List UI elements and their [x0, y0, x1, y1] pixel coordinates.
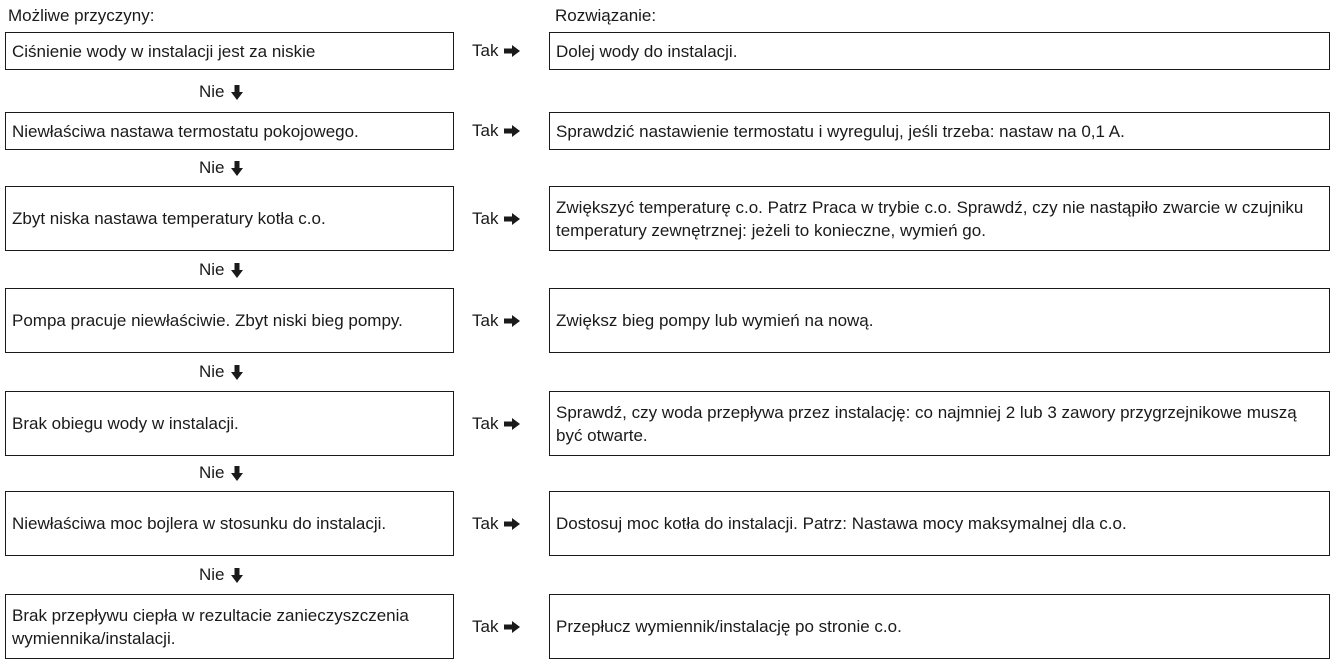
arrow-down-icon: [231, 466, 243, 481]
solution-box: Zwiększyć temperaturę c.o. Patrz Praca w trybie c.o. Sprawdź, czy nie nastąpiło zwarcie w czujniku temperatury zewnętrznej: jeżeli to konieczne, wymień go.: [549, 186, 1330, 251]
solution-box: Sprawdzić nastawienie termostatu i wyreguluj, jeśli trzeba: nastaw na 0,1 A.: [549, 112, 1330, 150]
yes-label: Tak: [472, 414, 499, 433]
no-label: Nie: [199, 463, 225, 482]
arrow-down-icon: [231, 568, 243, 583]
yes-label: Tak: [472, 617, 499, 636]
yes-connector: [472, 41, 520, 61]
arrow-right-icon: [504, 213, 520, 225]
no-connector: [199, 362, 243, 382]
yes-label: Tak: [472, 514, 499, 533]
no-connector: [199, 565, 243, 585]
no-connector: [199, 82, 243, 102]
yes-label: Tak: [472, 121, 499, 140]
yes-connector: [472, 311, 520, 331]
solution-box: Dostosuj moc kotła do instalacji. Patrz: Nastawa mocy maksymalnej dla c.o.: [549, 491, 1330, 556]
yes-label: Tak: [472, 311, 499, 330]
cause-box: Ciśnienie wody w instalacji jest za niskie: [5, 32, 454, 70]
yes-connector: [472, 514, 520, 534]
yes-connector: [472, 121, 520, 141]
solution-box: Dolej wody do instalacji.: [549, 32, 1330, 70]
no-connector: [199, 260, 243, 280]
cause-box: Niewłaściwa moc bojlera w stosunku do instalacji.: [5, 491, 454, 556]
solutions-header: Rozwiązanie:: [555, 6, 657, 25]
arrow-down-icon: [231, 85, 243, 100]
yes-label: Tak: [472, 209, 499, 228]
cause-box: Pompa pracuje niewłaściwie. Zbyt niski bieg pompy.: [5, 288, 454, 353]
cause-box: Brak przepływu ciepła w rezultacie zanieczyszczenia wymiennika/instalacji.: [5, 594, 454, 659]
cause-box: Zbyt niska nastawa temperatury kotła c.o.: [5, 186, 454, 251]
solution-box: Sprawdź, czy woda przepływa przez instalację: co najmniej 2 lub 3 zawory przygrzejnikowe muszą być otwarte.: [549, 391, 1330, 456]
arrow-down-icon: [231, 161, 243, 176]
arrow-right-icon: [504, 418, 520, 430]
cause-box: Brak obiegu wody w instalacji.: [5, 391, 454, 456]
yes-connector: [472, 209, 520, 229]
no-label: Nie: [199, 362, 225, 381]
solution-box: Przepłucz wymiennik/instalację po stronie c.o.: [549, 594, 1330, 659]
no-label: Nie: [199, 260, 225, 279]
solution-box: Zwiększ bieg pompy lub wymień na nową.: [549, 288, 1330, 353]
arrow-down-icon: [231, 365, 243, 380]
no-label: Nie: [199, 158, 225, 177]
arrow-right-icon: [504, 125, 520, 137]
arrow-down-icon: [231, 263, 243, 278]
yes-connector: [472, 414, 520, 434]
arrow-right-icon: [504, 315, 520, 327]
arrow-right-icon: [504, 45, 520, 57]
arrow-right-icon: [504, 621, 520, 633]
causes-header: Możliwe przyczyny:: [8, 6, 155, 25]
cause-box: Niewłaściwa nastawa termostatu pokojowego.: [5, 112, 454, 150]
yes-connector: [472, 617, 520, 637]
yes-label: Tak: [472, 41, 499, 60]
no-label: Nie: [199, 82, 225, 101]
no-connector: [199, 463, 243, 483]
arrow-right-icon: [504, 518, 520, 530]
no-label: Nie: [199, 565, 225, 584]
no-connector: [199, 158, 243, 178]
